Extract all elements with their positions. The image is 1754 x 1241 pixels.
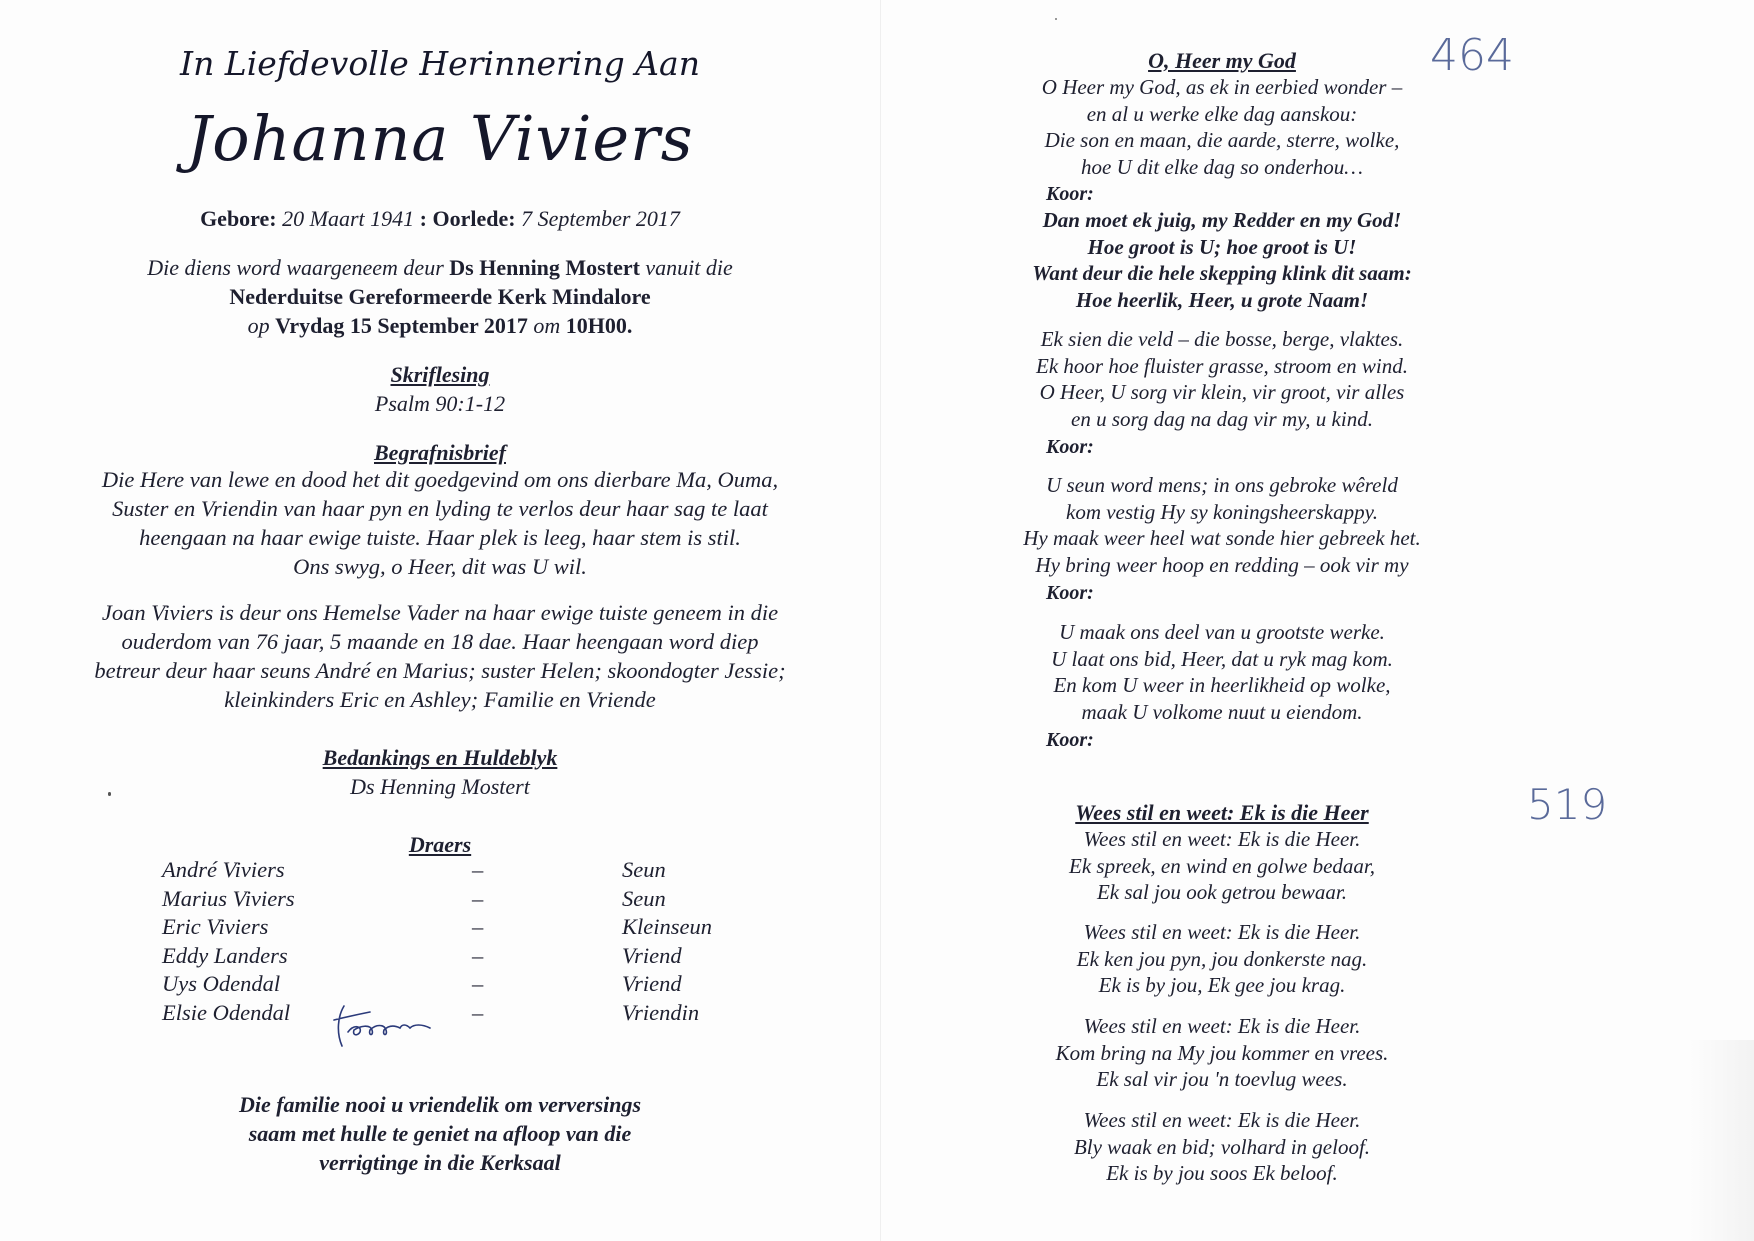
verse-line: Hy bring weer hoop en redding – ook vir my	[1035, 553, 1409, 578]
hymn2-title: Wees stil en weet: Ek is die Heer	[1075, 800, 1369, 825]
bearer-dash: –	[472, 942, 484, 968]
service-day: Vrydag 15 September 2017	[275, 313, 528, 338]
hymn2-verse1	[880, 826, 1564, 906]
service-text: Die diens word waargeneem deur	[147, 255, 444, 280]
scan-speck	[108, 792, 111, 796]
verse-line: Ek is by jou soos Ek beloof.	[1106, 1161, 1338, 1186]
verse-line: Ek hoor hoe fluister grasse, stroom en wind.	[1036, 353, 1408, 378]
bearer-dash: –	[472, 999, 484, 1025]
bearer-name: Marius Viviers	[162, 885, 295, 911]
bearers-heading: Draers	[408, 832, 472, 857]
bearer-row	[162, 857, 762, 886]
koor-label: Koor:	[1046, 436, 1094, 458]
koor-label: Koor:	[1046, 183, 1094, 205]
letter-line: heengaan na haar ewige tuiste. Haar plek is leeg, haar stem is stil.	[139, 525, 741, 550]
service-church: Nederduitse Gereformeerde Kerk Mindalore	[229, 284, 651, 309]
bearer-name: Eddy Landers	[162, 942, 288, 968]
service-om: om	[533, 313, 561, 338]
closing-line: saam met hulle te geniet na afloop van die	[248, 1121, 632, 1146]
bearer-name: Eric Viviers	[162, 914, 269, 940]
chorus-line: Hoe heerlik, Heer, u grote Naam!	[1075, 288, 1369, 313]
bearer-row	[162, 1000, 762, 1029]
memorial-title: In Liefdevolle Herinnering Aan	[180, 44, 700, 83]
hymn2-title-wrap	[880, 800, 1564, 827]
letter-line: Ons swyg, o Heer, dit was U wil.	[293, 554, 587, 579]
verse-line: Hy maak weer heel wat sonde hier gebreek het.	[1023, 526, 1421, 551]
verse-line: Ek ken jou pyn, jou donkerste nag.	[1076, 946, 1368, 971]
koor-label: Koor:	[1046, 729, 1094, 751]
hymn1-verse2	[880, 326, 1564, 433]
service-minister: Ds Henning Mostert	[449, 255, 640, 280]
service-op: op	[247, 313, 270, 338]
bio-line: kleinkinders Eric en Ashley; Familie en Vriende	[224, 687, 656, 712]
bearer-name: André Viviers	[162, 857, 285, 882]
verse-line: en al u werke elke dag aanskou:	[1086, 101, 1358, 126]
letter-heading: Begrafnisbrief	[374, 440, 506, 465]
bearer-name: Elsie Odendal	[162, 999, 291, 1025]
verse-line: Ek sal vir jou 'n toevlug wees.	[1096, 1067, 1348, 1092]
hymn1-verse1	[880, 74, 1564, 181]
hymn1-title: O, Heer my God	[1148, 48, 1296, 73]
verse-line: kom vestig Hy sy koningsheerskappy.	[1066, 499, 1378, 524]
verse-line: Die son en maan, die aarde, sterre, wolke,	[1044, 128, 1400, 153]
hymn2-verse2	[880, 919, 1564, 999]
funeral-letter	[40, 465, 840, 581]
bearer-relation: Seun	[622, 857, 666, 882]
died-label: Oorlede:	[432, 206, 516, 231]
bearers-heading-wrap	[0, 830, 880, 859]
tribute-heading: Bedankings en Huldeblyk	[322, 745, 558, 770]
verse-line: Wees stil en weet: Ek is die Heer.	[1083, 920, 1361, 944]
chorus-line: Dan moet ek juig, my Redder en my God!	[1042, 208, 1402, 232]
letter-line: Die Here van lewe en dood het dit goedgevind om ons dierbare Ma, Ouma,	[101, 467, 779, 492]
hymn1-handwritten-number: 464	[1430, 30, 1514, 81]
hymn2-verse3	[880, 1013, 1564, 1093]
bearer-dash: –	[472, 857, 484, 882]
bearer-row	[162, 886, 762, 915]
chorus-line: Want deur die hele skepping klink dit saam:	[1032, 261, 1412, 286]
tribute-by: Ds Henning Mostert	[350, 774, 530, 799]
bearer-relation: Kleinseun	[622, 914, 712, 940]
closing-line: Die familie nooi u vriendelik om verversings	[238, 1092, 642, 1117]
bearer-row	[162, 943, 762, 972]
verse-line: En kom U weer in heerlikheid op wolke,	[1053, 673, 1391, 698]
bio-line: Joan Viviers is deur ons Hemelse Vader na haar ewige tuiste geneem in die	[101, 600, 779, 625]
verse-line: en u sorg dag na dag vir my, u kind.	[1071, 407, 1373, 432]
hymn1-verse4	[880, 619, 1564, 726]
service-details	[0, 253, 880, 340]
scan-shadow	[1690, 1040, 1754, 1241]
verse-line: Wees stil en weet: Ek is die Heer.	[1083, 1108, 1361, 1132]
closing-invitation	[0, 1090, 880, 1177]
closing-line: verrigtinge in die Kerksaal	[319, 1150, 561, 1175]
bearer-dash: –	[472, 914, 484, 940]
bio-line: ouderdom van 76 jaar, 5 maande en 18 dae. Haar heengaan word diep	[121, 629, 759, 654]
died-date: 7 September 2017	[521, 206, 680, 231]
verse-line: O Heer, U sorg vir klein, vir groot, vir alles	[1039, 380, 1405, 405]
verse-line: Wees stil en weet: Ek is die Heer.	[1083, 827, 1361, 851]
bio-line: betreur deur haar seuns André en Marius; suster Helen; skoondogter Jessie;	[94, 658, 786, 683]
bearer-relation: Vriend	[622, 971, 682, 997]
verse-line: Wees stil en weet: Ek is die Heer.	[1083, 1014, 1361, 1038]
verse-line: maak U volkome nuut u eiendom.	[1081, 700, 1363, 725]
bearer-row	[162, 971, 762, 1000]
hymn2-handwritten-number: 519	[1527, 780, 1608, 829]
service-text-2: vanuit die	[645, 255, 733, 280]
verse-line: U seun word mens; in ons gebroke wêreld	[1046, 473, 1398, 497]
born-date: 20 Maart 1941	[282, 206, 415, 231]
scripture-reading: Psalm 90:1-12	[374, 391, 506, 416]
scan-speck	[1055, 18, 1057, 20]
bearer-dash: –	[472, 971, 484, 997]
koor-label: Koor:	[1046, 582, 1094, 604]
verse-line: O Heer my God, as ek in eerbied wonder –	[1041, 75, 1403, 99]
verse-line: U maak ons deel van u grootste werke.	[1059, 620, 1385, 644]
tribute-section	[0, 743, 880, 801]
bearer-relation: Vriend	[622, 942, 682, 968]
handwritten-signature	[330, 1002, 440, 1052]
hymn2-verse4	[880, 1107, 1564, 1187]
life-dates: Gebore: 20 Maart 1941 : Oorlede: 7 September 2017	[200, 206, 680, 231]
scripture-section	[0, 360, 880, 418]
verse-line: Ek sien die veld – die bosse, berge, vlaktes.	[1040, 327, 1404, 351]
verse-line: hoe U dit elke dag so onderhou…	[1081, 155, 1363, 180]
bearer-relation: Seun	[622, 885, 666, 911]
verse-line: U laat ons bid, Heer, dat u ryk mag kom.	[1051, 646, 1393, 671]
bearer-relation: Vriendin	[622, 999, 700, 1025]
biography	[40, 598, 840, 714]
verse-line: Kom bring na My jou kommer en vrees.	[1055, 1040, 1389, 1065]
bearer-name: Uys Odendal	[162, 971, 281, 997]
hymn1-verse3	[880, 472, 1564, 579]
verse-line: Ek spreek, en wind en golwe bedaar,	[1069, 853, 1375, 878]
scripture-heading: Skriflesing	[390, 362, 490, 387]
hymn1-chorus	[880, 207, 1564, 314]
chorus-line: Hoe groot is U; hoe groot is U!	[1087, 234, 1357, 259]
service-time: 10H00.	[565, 313, 633, 338]
born-label: Gebore:	[200, 206, 277, 231]
letter-line: Suster en Vriendin van haar pyn en lyding te verlos deur haar sag te laat	[112, 496, 768, 521]
bearer-row	[162, 914, 762, 943]
verse-line: Bly waak en bid; volhard in geloof.	[1073, 1134, 1371, 1159]
verse-line: Ek is by jou, Ek gee jou krag.	[1098, 973, 1346, 998]
letter-heading-wrap	[0, 438, 880, 467]
bearer-dash: –	[472, 885, 484, 911]
bearers-list	[162, 857, 762, 1029]
deceased-name: Johanna Viviers	[186, 102, 694, 175]
verse-line: Ek sal jou ook getrou bewaar.	[1096, 880, 1348, 905]
